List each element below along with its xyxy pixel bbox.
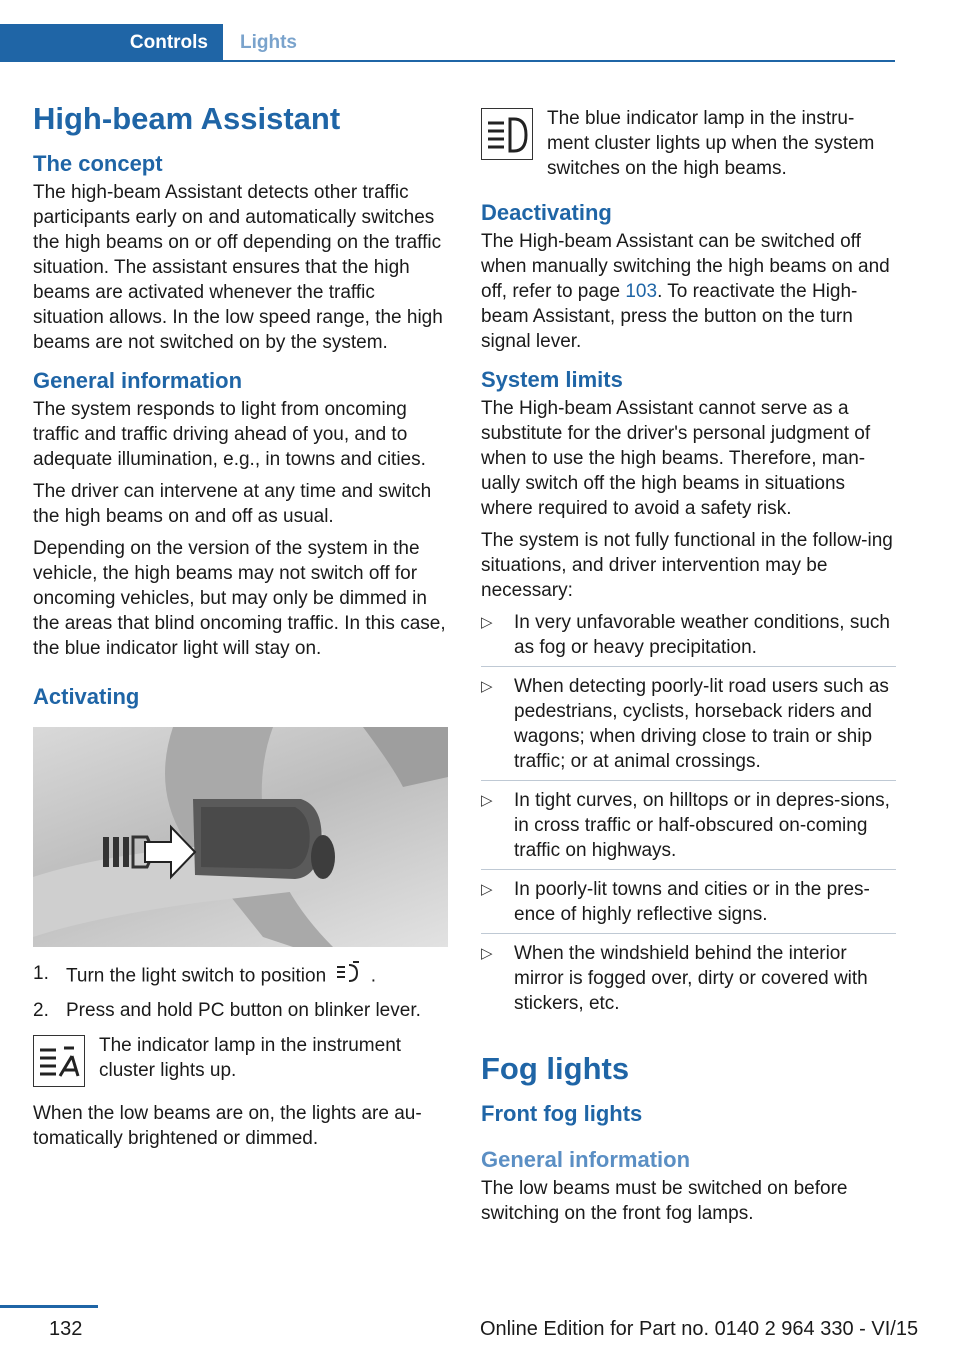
edition-info: Online Edition for Part no. 0140 2 964 330 - VI/15 <box>480 1318 919 1340</box>
bullet-text: When detecting poorly-lit road users such as pedestrians, cyclists, horseback riders and wagons; when driving close to train or ship traffic; or at animal crossings. <box>514 676 889 772</box>
automatic-headlight-icon <box>335 961 361 992</box>
page-reference-link[interactable]: 103 <box>625 281 658 302</box>
indicator-note <box>33 1033 448 1091</box>
activation-steps <box>33 961 448 1023</box>
limits-text-1: The High-beam Assistant cannot serve as a substitute for the driver's personal judgment of when to use the high beams. Therefore, man‐ually switch off the high beams in situations where required to avoid a safety risk. <box>481 398 871 519</box>
fog-text: The low beams must be switched on before switching on the front fog lamps. <box>481 1178 848 1224</box>
page-number: 132 <box>49 1318 83 1340</box>
turn-signal-lever-illustration <box>33 727 448 947</box>
left-column <box>33 100 448 1158</box>
general-text-2: The driver can intervene at any time and switch the high beams on and off as usual. <box>33 481 432 527</box>
blue-indicator-note <box>481 106 896 181</box>
step-text-end: . <box>370 965 376 987</box>
high-beam-assistant-indicator-icon <box>33 1035 85 1087</box>
tab-controls[interactable]: Controls <box>0 24 223 62</box>
note-text: The blue indicator lamp in the instru‐ment cluster lights up when the system switches on the high beams. <box>547 108 875 179</box>
bullet-text: In very unfavorable weather conditions, such as fog or heavy precipitation. <box>514 612 890 658</box>
triangle-bullet-icon: ▷ <box>481 678 493 695</box>
deactivating-text-end: . To reactivate the High-beam Assistant, press the button on the turn signal lever. <box>481 281 858 352</box>
heading-concept: The concept <box>33 151 163 176</box>
list-item <box>33 961 448 992</box>
triangle-bullet-icon: ▷ <box>481 792 493 809</box>
high-beam-indicator-icon <box>481 108 533 160</box>
list-item <box>481 788 896 870</box>
triangle-bullet-icon: ▷ <box>481 881 493 898</box>
heading-deactivating: Deactivating <box>481 200 612 225</box>
system-limits-list <box>481 610 896 1022</box>
closing-text: When the low beams are on, the lights are au‐tomatically brightened or dimmed. <box>33 1103 422 1149</box>
section-title-fog-lights: Fog lights <box>481 1051 630 1086</box>
step-text: Press and hold PC button on blinker lever. <box>66 1000 421 1021</box>
deactivating-text-start: The High-beam Assistant can be switched off when manually switching the high beams on and off, refer to page <box>481 231 890 302</box>
bullet-text: In poorly-lit towns and cities or in the pres‐ence of highly reflective signs. <box>514 879 870 925</box>
tab-lights[interactable]: Lights <box>240 32 297 53</box>
general-text-3: Depending on the version of the system in the vehicle, the high beams may not switch off for oncoming vehicles, but may only be dimmed in the areas that blind oncoming traffic. In this case, the blue indicator light will stay on. <box>33 538 446 659</box>
deactivating-text <box>481 229 896 354</box>
step-number: 1. <box>33 963 49 984</box>
section-title-high-beam: High-beam Assistant <box>33 101 341 136</box>
triangle-bullet-icon: ▷ <box>481 614 493 631</box>
heading-front-fog-lights: Front fog lights <box>481 1101 643 1126</box>
list-item <box>481 877 896 934</box>
concept-text: The high-beam Assistant detects other traffic participants early on and automatically switches the high beams on or off depending on the traffic situation. The assistant ensures that the high beams are activated whenever the traffic situation allows. In the low speed range, the high beams are not switched on by the system. <box>33 182 443 353</box>
header-tabs <box>0 24 895 62</box>
bullet-text: In tight curves, on hilltops or in depres‐sions, in cross traffic or half-obscured on‐coming traffic on highways. <box>514 790 890 861</box>
limits-text-2: The system is not fully functional in the follow‐ing situations, and driver intervention may be necessary: <box>481 530 893 601</box>
right-column <box>481 100 896 1233</box>
list-item <box>481 610 896 667</box>
bullet-text: When the windshield behind the interior mirror is fogged over, dirty or covered with stickers, etc. <box>514 943 868 1014</box>
note-text: The indicator lamp in the instrument cluster lights up. <box>99 1035 402 1081</box>
triangle-bullet-icon: ▷ <box>481 945 493 962</box>
heading-fog-general-information: General information <box>481 1147 691 1172</box>
heading-activating: Activating <box>33 684 140 709</box>
heading-system-limits: System limits <box>481 367 623 392</box>
step-text: Turn the light switch to position <box>66 965 327 987</box>
list-item <box>481 941 896 1022</box>
list-item <box>33 998 448 1023</box>
step-number: 2. <box>33 1000 49 1021</box>
header-divider <box>0 60 895 62</box>
general-text-1: The system responds to light from oncoming traffic and traffic driving ahead of you, and to adequate illumination, e.g., in towns and cities. <box>33 399 426 470</box>
heading-general-information: General information <box>33 368 243 393</box>
footer-divider <box>0 1305 98 1308</box>
list-item <box>481 674 896 781</box>
